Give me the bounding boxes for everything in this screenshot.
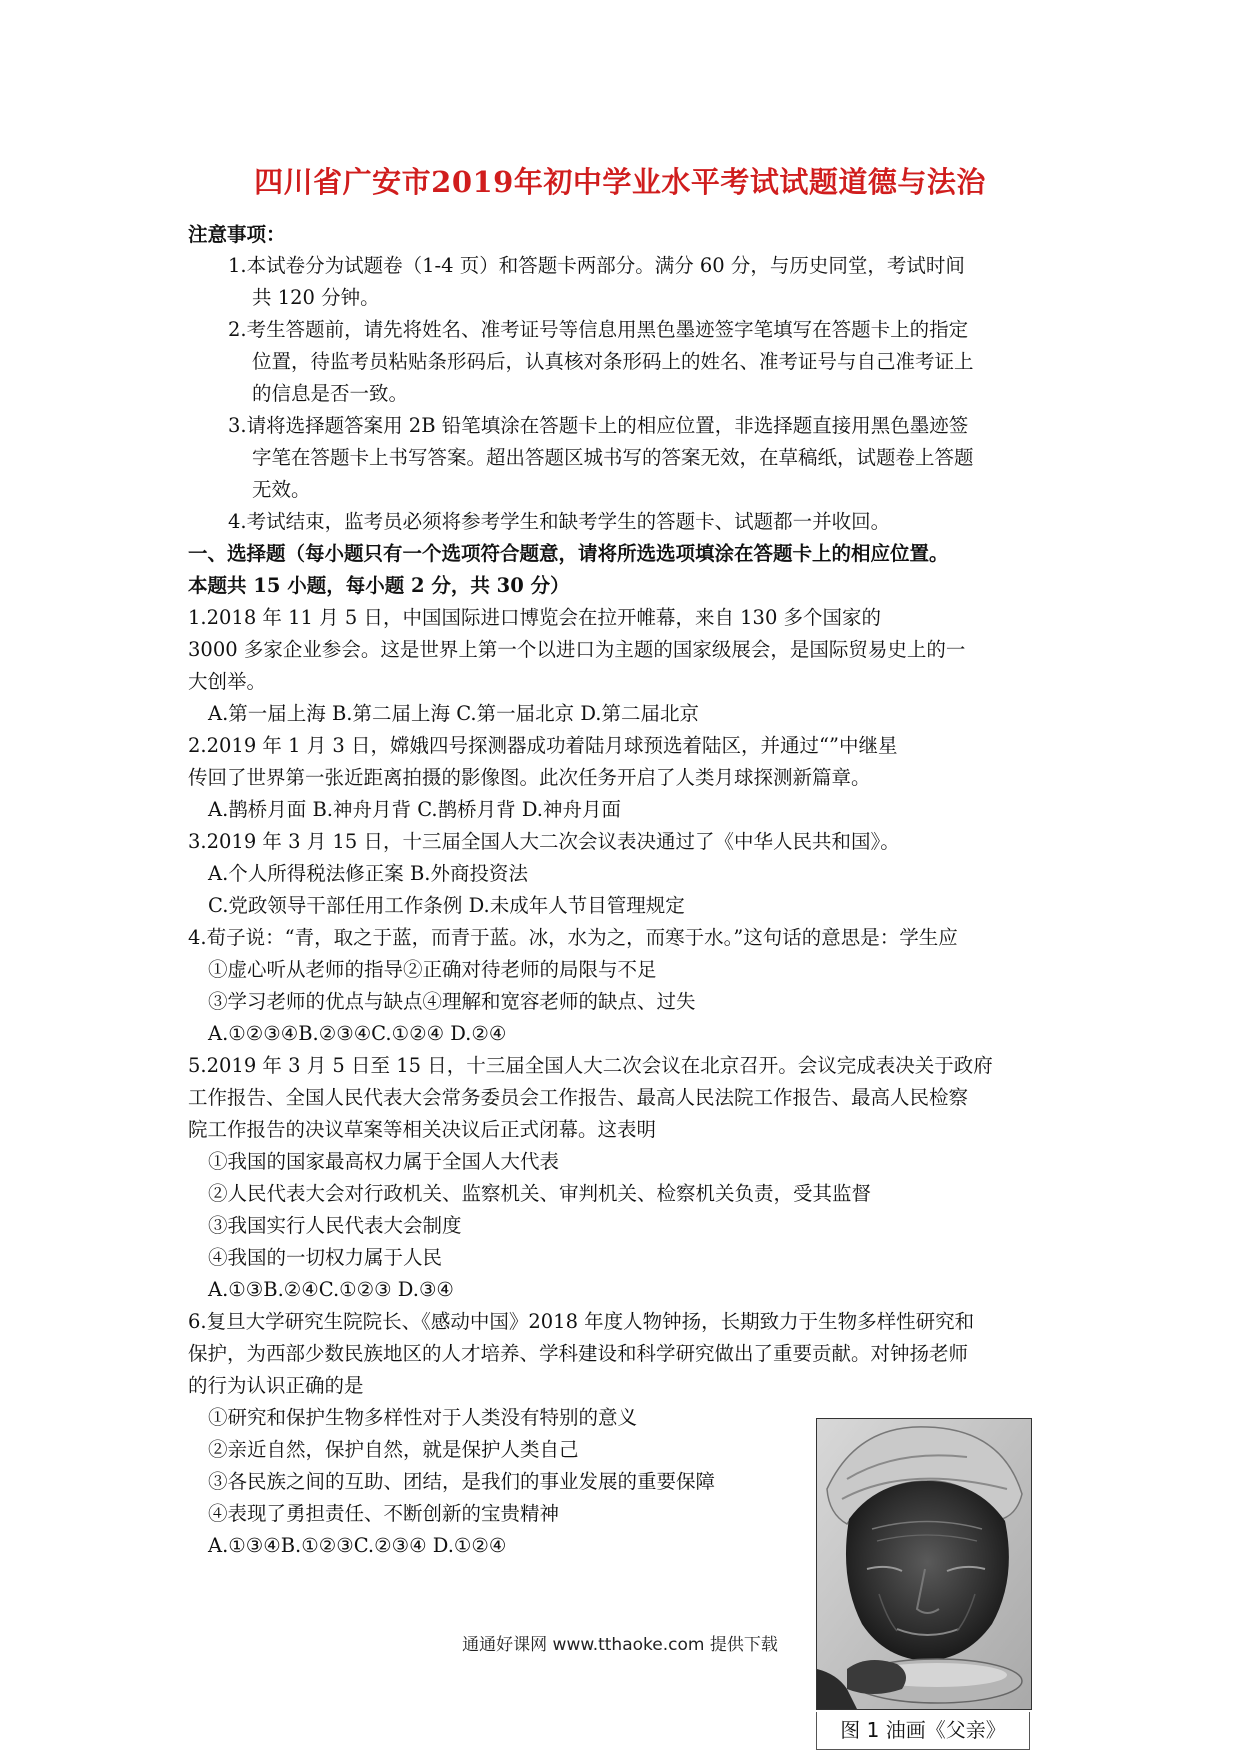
notice-line: 4.考试结束，监考员必须将参考学生和缺考学生的答题卡、试题都一并收回。 [228,510,891,533]
statement-line: ④我国的一切权力属于人民 [208,1246,443,1269]
statement-line: ②人民代表大会对行政机关、监察机关、审判机关、检察机关负责，受其监督 [208,1182,872,1205]
notice-line: 共 120 分钟。 [252,286,380,309]
notice-line: 1.本试卷分为试题卷（1-4 页）和答题卡两部分。满分 60 分，与历史同堂，考试时间 [228,254,965,277]
question-line: 1.2018 年 11 月 5 日，中国国际进口博览会在拉开帷幕，来自 130 多个国家的 [188,606,882,629]
question-line: 6.复旦大学研究生院院长、《感动中国》2018 年度人物钟扬，长期致力于生物多样性研究和 [188,1310,975,1333]
section-heading: 一、选择题（每小题只有一个选项符合题意，请将所选选项填涂在答题卡上的相应位置。 [188,542,949,565]
answer-options: A.①③④B.①②③C.②③④ D.①②④ [208,1534,507,1557]
question-line: 大创举。 [188,670,267,693]
notice-line: 2.考生答题前，请先将姓名、准考证号等信息用黑色墨迹签字笔填写在答题卡上的指定 [228,318,969,341]
notice-heading: 注意事项： [188,223,286,246]
question-line: 4.荀子说：“青，取之于蓝，而青于蓝。冰，水为之，而寒于水。”这句话的意思是：学生应 [188,926,958,949]
question-line: 的行为认识正确的是 [188,1374,364,1397]
notice-line: 的信息是否一致。 [252,382,409,405]
question-line: 院工作报告的决议草案等相关决议后正式闭幕。这表明 [188,1118,657,1141]
answer-options: A.个人所得税法修正案 B.外商投资法 [208,862,529,885]
oil-painting-father-image [816,1418,1032,1710]
notice-line: 3.请将选择题答案用 2B 铅笔填涂在答题卡上的相应位置，非选择题直接用黑色墨迹签 [228,414,969,437]
statement-line: ③我国实行人民代表大会制度 [208,1214,462,1237]
statement-line: ①研究和保护生物多样性对于人类没有特别的意义 [208,1406,638,1429]
figure-caption: 图 1 油画《父亲》 [816,1712,1030,1750]
statement-line: ①我国的国家最高权力属于全国人大代表 [208,1150,560,1173]
notice-line: 无效。 [252,478,311,501]
question-line: 5.2019 年 3 月 5 日至 15 日，十三届全国人大二次会议在北京召开。会议完成表决关于政府 [188,1054,993,1077]
statement-line: ②亲近自然，保护自然，就是保护人类自己 [208,1438,579,1461]
answer-options: A.鹊桥月面 B.神舟月背 C.鹊桥月背 D.神舟月面 [208,798,621,821]
question-line: 传回了世界第一张近距离拍摄的影像图。此次任务开启了人类月球探测新篇章。 [188,766,871,789]
answer-options: A.第一届上海 B.第二届上海 C.第一届北京 D.第二届北京 [208,702,699,725]
answer-options: A.①③B.②④C.①②③ D.③④ [208,1278,454,1301]
notice-line: 位置，待监考员粘贴条形码后，认真核对条形码上的姓名、准考证号与自己准考证上 [252,350,974,373]
footer-watermark: 通通好课网 www.tthaoke.com 提供下载 [462,1635,778,1655]
notice-line: 字笔在答题卡上书写答案。超出答题区城书写的答案无效，在草稿纸，试题卷上答题 [252,446,974,469]
page-title: 四川省广安市2019年初中学业水平考试试题道德与法治 [254,165,986,199]
answer-options: C.党政领导干部任用工作条例 D.未成年人节目管理规定 [208,894,685,917]
statement-line: ③各民族之间的互助、团结，是我们的事业发展的重要保障 [208,1470,716,1493]
answer-options: A.①②③④B.②③④C.①②④ D.②④ [208,1022,507,1045]
statement-line: ①虚心听从老师的指导②正确对待老师的局限与不足 [208,958,657,981]
statement-line: ③学习老师的优点与缺点④理解和宽容老师的缺点、过失 [208,990,696,1013]
question-line: 3.2019 年 3 月 15 日，十三届全国人大二次会议表决通过了《中华人民共和国》。 [188,830,900,853]
section-heading: 本题共 15 小题，每小题 2 分，共 30 分） [188,574,570,597]
question-line: 3000 多家企业参会。这是世界上第一个以进口为主题的国家级展会，是国际贸易史上的一 [188,638,966,661]
statement-line: ④表现了勇担责任、不断创新的宝贵精神 [208,1502,560,1525]
question-line: 工作报告、全国人民代表大会常务委员会工作报告、最高人民法院工作报告、最高人民检察 [188,1086,969,1109]
question-line: 2.2019 年 1 月 3 日，嫦娥四号探测器成功着陆月球预选着陆区，并通过“”中继星 [188,734,898,757]
question-line: 保护，为西部少数民族地区的人才培养、学科建设和科学研究做出了重要贡献。对钟扬老师 [188,1342,969,1365]
